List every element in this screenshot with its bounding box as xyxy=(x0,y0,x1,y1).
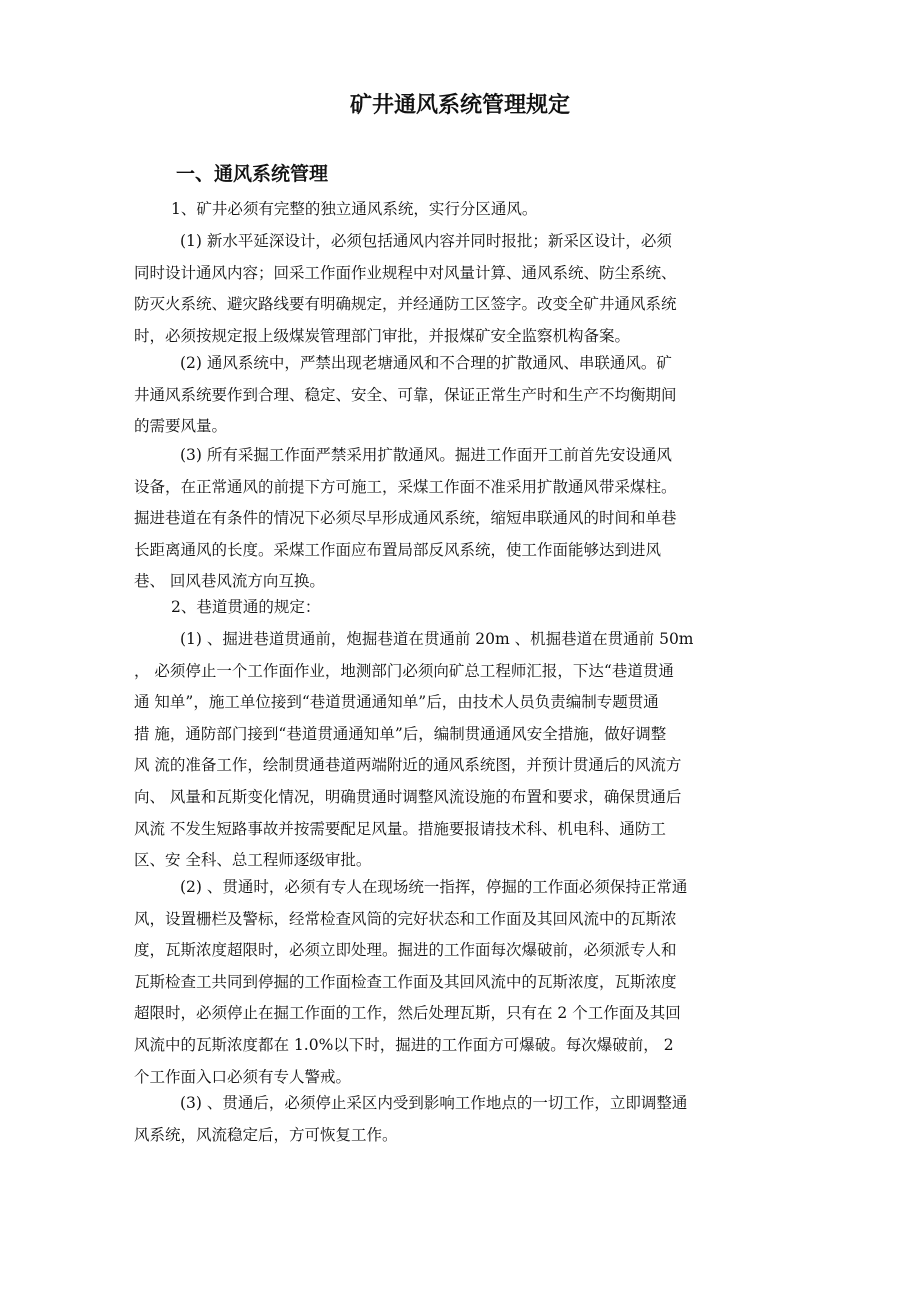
paragraph-1 xyxy=(134,194,784,226)
text-line: 1、矿井必须有完整的独立通风系统，实行分区通风。 xyxy=(171,200,538,218)
text-line: (2) 、贯通时，必须有专人在现场统一指挥，停掘的工作面必须保持正常通 xyxy=(180,878,688,896)
text-line: 风流 不发生短路事故并按需要配足风量。措施要报请技术科、机电科、通防工 xyxy=(134,819,666,838)
text-line: ， 必须停止一个工作面作业，地测部门必须向矿总工程师汇报，下达“巷道贯通 xyxy=(134,661,674,680)
text-line: (1) 新水平延深设计，必须包括通风内容并同时报批；新采区设计，必须 xyxy=(180,232,672,250)
text-line: 设备，在正常通风的前提下方可施工，采煤工作面不准采用扩散通风带采煤柱。 xyxy=(134,477,677,496)
paragraph-2-1 xyxy=(134,624,784,877)
paragraph-2 xyxy=(134,592,784,624)
paragraph-2-3 xyxy=(134,1088,784,1151)
text-line: (2) 通风系统中，严禁出现老塘通风和不合理的扩散通风、串联通风。矿 xyxy=(180,354,672,372)
text-line: 区、安 全科、总工程师逐级审批。 xyxy=(134,851,372,870)
text-line: 通 知单”，施工单位接到“巷道贯通通知单”后，由技术人员负责编制专题贯通 xyxy=(134,693,659,712)
text-line: 风系统，风流稳定后，方可恢复工作。 xyxy=(134,1125,398,1144)
text-line: (1) 、掘进巷道贯通前，炮掘巷道在贯通前 20m 、机掘巷道在贯通前 50m xyxy=(180,630,694,648)
text-line: 风 流的准备工作，绘制贯通巷道两端附近的通风系统图，并预计贯通后的风流方 xyxy=(134,756,682,775)
section-heading: 一、通风系统管理 xyxy=(176,163,329,185)
text-line: 2、巷道贯通的规定： xyxy=(171,598,321,616)
text-line: 风流中的瓦斯浓度都在 1.0%以下时，掘进的工作面方可爆破。每次爆破前， 2 xyxy=(134,1035,674,1054)
text-line: 巷、 回风巷风流方向互换。 xyxy=(134,572,325,591)
text-line: 长距离通风的长度。采煤工作面应布置局部反风系统，使工作面能够达到进风 xyxy=(134,540,662,559)
text-line: 井通风系统要作到合理、稳定、安全、可靠，保证正常生产时和生产不均衡期间 xyxy=(134,385,677,404)
text-line: 防灭火系统、避灾路线要有明确规定，并经通防工区签字。改变全矿井通风系统 xyxy=(134,295,677,314)
text-line: 的需要风量。 xyxy=(134,417,228,436)
text-line: 同时设计通风内容；回采工作面作业规程中对风量计算、通风系统、防尘系统、 xyxy=(134,263,677,282)
text-line: (3) 、贯通后，必须停止采区内受到影响工作地点的一切工作，立即调整通 xyxy=(180,1094,688,1112)
text-line: 个工作面入口必须有专人警戒。 xyxy=(134,1067,352,1086)
text-line: 瓦斯检查工共同到停掘的工作面检查工作面及其回风流中的瓦斯浓度，瓦斯浓度 xyxy=(134,972,677,991)
document-title: 矿井通风系统管理规定 xyxy=(349,93,570,118)
text-line: 超限时，必须停止在掘工作面的工作，然后处理瓦斯，只有在 2 个工作面及其回 xyxy=(134,1004,681,1023)
text-line: 向、 风量和瓦斯变化情况，明确贯通时调整风流设施的布置和要求，确保贯通后 xyxy=(134,787,682,806)
text-line: 风，设置栅栏及警标，经常检查风筒的完好状态和工作面及其回风流中的瓦斯浓 xyxy=(134,909,677,928)
text-line: (3) 所有采掘工作面严禁采用扩散通风。掘进工作面开工前首先安设通风 xyxy=(180,446,672,464)
paragraph-1-3 xyxy=(134,440,784,598)
paragraph-2-2 xyxy=(134,872,784,1093)
text-line: 掘进巷道在有条件的情况下必须尽早形成通风系统，缩短串联通风的时间和单巷 xyxy=(134,509,677,528)
text-line: 度，瓦斯浓度超限时，必须立即处理。掘进的工作面每次爆破前，必须派专人和 xyxy=(134,941,677,960)
paragraph-1-2 xyxy=(134,348,784,443)
paragraph-1-1 xyxy=(134,226,784,352)
text-line: 时，必须按规定报上级煤炭管理部门审批，并报煤矿安全监察机构备案。 xyxy=(134,326,631,345)
text-line: 措 施，通防部门接到“巷道贯通通知单”后，编制贯通通风安全措施，做好调整 xyxy=(134,724,667,743)
